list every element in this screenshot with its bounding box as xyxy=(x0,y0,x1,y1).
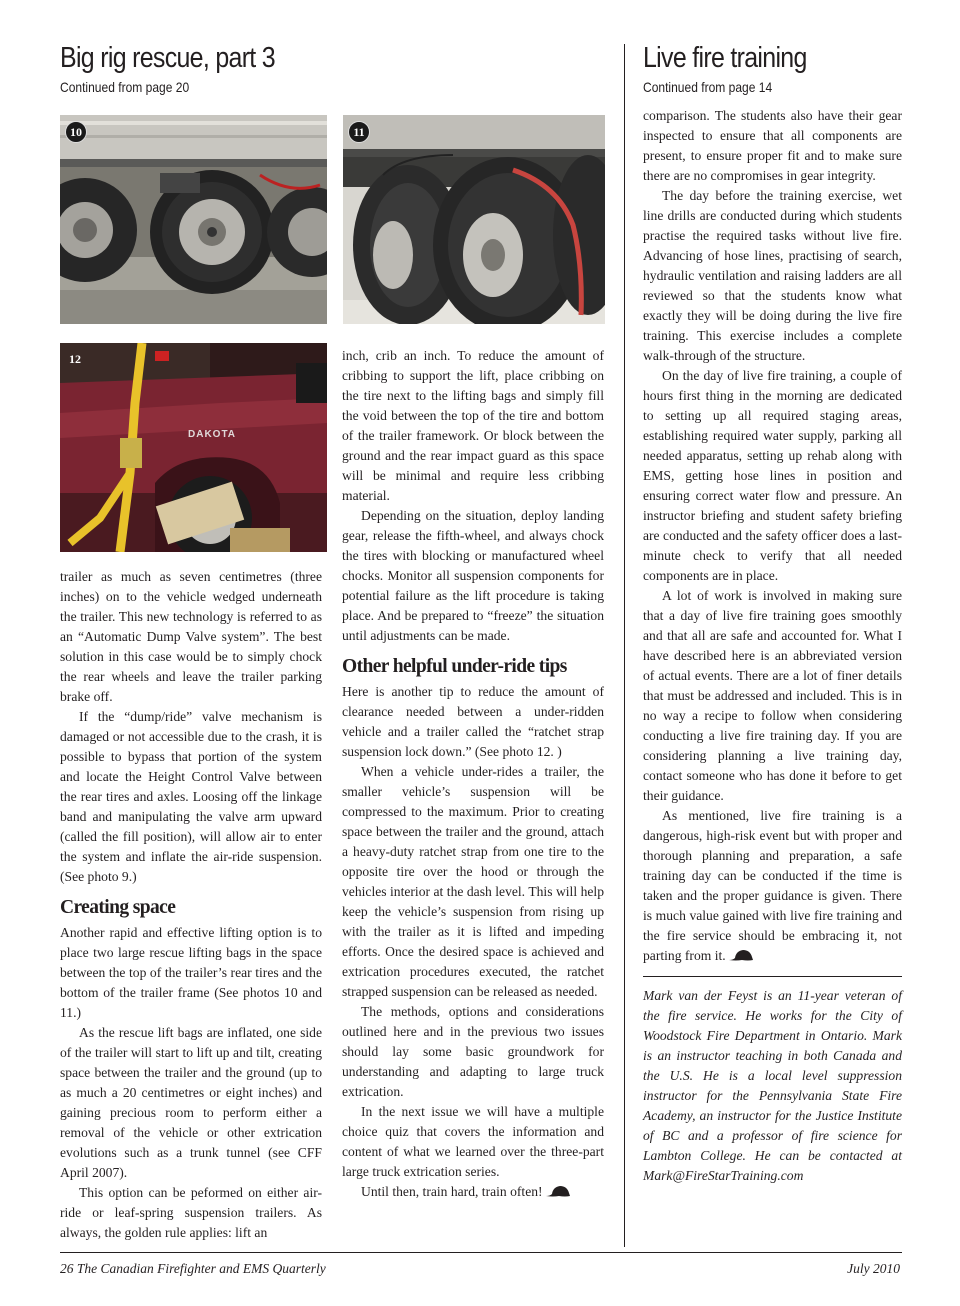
col3-paragraph: comparison. The students also have their gear inspected to ensure that all components are present, to ensure proper fit and to make sure there are no compromises in gear integrity. xyxy=(643,108,902,183)
col2-paragraph: The methods, options and considerations outlined here and in the previous two issues should lay some basic groundwork for understanding and adapting to large truck extrication. xyxy=(342,1004,604,1099)
col2-paragraph: Depending on the situation, deploy landing gear, release the fifth-wheel, and always chock the tires with blocking or manufactured wheel chocks. Monitor all suspension components for potential failure as the lift procedure is taking place. And be prepared to “freeze” the situation until adjustments can be made. xyxy=(342,508,604,643)
col2-paragraph: Here is another tip to reduce the amount of clearance needed between a under-ridden vehicle and a trailer called the “ratchet strap suspension lock down.” (See photo 12. ) xyxy=(342,684,604,759)
col3-last-paragraph xyxy=(643,806,902,966)
truck-badge-text: DAKOTA xyxy=(188,429,237,440)
closing-text: Until then, train hard, train often! xyxy=(361,1184,543,1199)
col2-closing-line xyxy=(342,1182,604,1202)
col3-paragraph: The day before the training exercise, wet line drills are conducted during which students practise the required tasks without live fire. Advancing of hose lines, practising of search, hydraulic ventilation and raising ladders are all reviewed so that the students know what exactly they will be doing during the live fire training. This exercise includes a complete walk-through of the structure. xyxy=(643,188,902,363)
bio-divider xyxy=(643,976,902,977)
col2-paragraph: When a vehicle under-rides a trailer, the smaller vehicle’s suspension will be compressed to the maximum. Prior to creating space between the trailer and the ground, attach a heavy-duty ratchet strap from one tire to the opposite tire over the hood or through the vehicles interior at the dash level. This will help keep the vehicle’s suspension from rising up with the trailer as it is lifted and impeding efforts. Once the desired space is achieved and extrication procedures executed, the ratchet strapped suspension can be released as needed. xyxy=(342,764,604,999)
col1-paragraph: As the rescue lift bags are inflated, one side of the trailer will start to lift up and tilt, creating space between the trailer and the ground (up to as much a 20 centimetres or eight inches) and gaining precious room to perform either a removal of the vehicle or other extrication evolutions such as a trunk tunnel (see CFF April 2007). xyxy=(60,1025,322,1180)
photo-10-badge: 10 xyxy=(65,121,87,143)
column-1 xyxy=(60,567,322,1243)
col3-paragraph: On the day of live fire training, a couple of hours first thing in the morning are dedicated to setting up all required staging areas, establishing required water supply, parking all needed apparatus, setting up rehab along with EMS, getting hose lines in position and ensuring correct water flow and pressure. An instructor briefing and student safety briefing are conducted and the safety officer does a last-minute check to verify that all needed components are in place. xyxy=(643,368,902,583)
photo-11-trailer-tires-closeup xyxy=(343,115,605,324)
creating-space-heading: Creating space xyxy=(60,897,176,918)
photo-12-badge: 12 xyxy=(69,352,81,366)
col2-paragraph: inch, crib an inch. To reduce the amount of cribbing to support the lift, place cribbing on the tire next to the lifting bags and simply fill the void between the top of the tire and bottom of the trailer framework. Or block between the ground and the rear impact guard as this space will be minimal and require less cribbing material. xyxy=(342,348,604,503)
right-article-continued: Continued from page 14 xyxy=(643,79,773,95)
col3-paragraph-text: As mentioned, live fire training is a dangerous, high-risk event but with proper and thorough planning and preparation, a safe training day can be conducted if the time is taken and the proper guidance is given. There is much value gained with live fire training and the fire service should be embracing it, not parting from it. xyxy=(643,808,902,963)
left-article-continued: Continued from page 20 xyxy=(60,79,190,95)
col1-paragraph: trailer as much as seven centimetres (three inches) on to the vehicle wedged underneath the trailer. This new technology is referred to as an “Automatic Dump Valve system”. The best solution in this case would be to simply chock the rear wheels and leave the trailer parking brake off. xyxy=(60,569,322,704)
col1-paragraph: This option can be peformed on either air-ride or leaf-spring suspension trailers. As always, the golden rule applies: lift an xyxy=(60,1185,322,1240)
footer-date: July 2010 xyxy=(847,1261,900,1276)
helmet-icon xyxy=(545,1185,571,1198)
column-divider xyxy=(624,44,625,1247)
right-article-title: Live fire training xyxy=(643,42,807,74)
under-ride-tips-heading: Other helpful under-ride tips xyxy=(342,656,567,677)
author-bio: Mark van der Feyst is an 11-year veteran of the fire service. He works for the City of Woodstock Fire Department in Ontario. Mark is an instructor teaching in both Canada and the U.S. He is a local level suppression instructor for the Pennsylvania State Fire Academy, an instructor for the Justice Institute of BC and a professor of fire science for Lambton College. He can be contacted at Mark@FireStarTraining.com xyxy=(643,988,902,1183)
footer-publication: 26 The Canadian Firefighter and EMS Quarterly xyxy=(60,1261,326,1276)
footer-rule xyxy=(60,1252,902,1253)
helmet-icon xyxy=(728,949,754,962)
left-article-title: Big rig rescue, part 3 xyxy=(60,42,275,74)
column-3 xyxy=(643,106,902,1186)
col1-paragraph: Another rapid and effective lifting option is to place two large rescue lifting bags in the space between the top of the trailer’s rear tires and the bottom of the trailer frame (See photos 10 and 11.) xyxy=(60,925,322,1020)
col3-paragraph: A lot of work is involved in making sure that a day of live fire training goes smoothly and that all are safe and accounted for. What I have described here is an abbreviated version of actual events. There are a lot of finer details that must be addressed and included. This is in no way a recipe to follow when considering conducting a live fire training day. If you are considering planning a live training day, contact someone who has done it before to get their guidance. xyxy=(643,588,902,803)
col1-paragraph: If the “dump/ride” valve mechanism is damaged or not accessible due to the crash, it is possible to bypass that portion of the system and locate the Height Control Valve between the rear tires and axles. Loosing off the linkage band and manipulating the valve arm upward (called the fill position), will allow air to enter the system and inflate the air-ride suspension. (See photo 9.) xyxy=(60,709,322,884)
photo-12-ratchet-strap-truck xyxy=(60,343,327,552)
column-2 xyxy=(342,346,604,1202)
col2-paragraph: In the next issue we will have a multiple choice quiz that covers the information and content of what we learned over the three-part large truck extrication series. xyxy=(342,1104,604,1179)
photo-11-badge: 11 xyxy=(348,121,370,143)
photo-10-trailer-tires xyxy=(60,115,327,324)
